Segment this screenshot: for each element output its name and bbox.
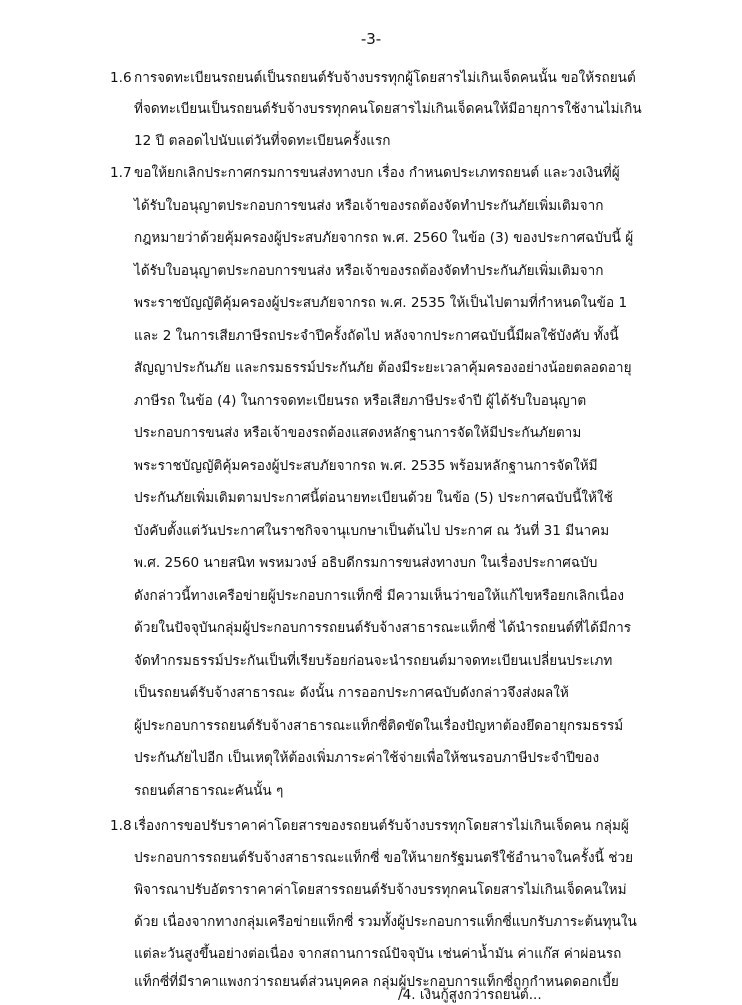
- text-line: ได้รับใบอนุญาตประกอบการขนส่ง หรือเจ้าของรถต้องจัดทำประกันภัยเพิ่มเติมจาก: [134, 198, 604, 214]
- text-line: เรื่องการขอปรับราคาค่าโดยสารของรถยนต์รับจ้างบรรทุกโดยสารไม่เกินเจ็ดคน กลุ่มผู้: [134, 818, 629, 834]
- text-line: และ 2 ในการเสียภาษีรถประจำปีครั้งถัดไป หลังจากประกาศฉบับนี้มีผลใช้บังคับ ทั้งนี้: [134, 328, 619, 344]
- text-line: แท็กซี่ที่มีราคาแพงกว่ารถยนต์ส่วนบุคคล กลุ่มผู้ประกอบการแท็กซี่ถูกกำหนดดอกเบี้ย: [134, 974, 619, 990]
- text-line: ได้รับใบอนุญาตประกอบการขนส่ง หรือเจ้าของรถต้องจัดทำประกันภัยเพิ่มเติมจาก: [134, 263, 604, 279]
- text-line: ขอให้ยกเลิกประกาศกรมการขนส่งทางบก เรื่อง กำหนดประเภทรถยนต์ และวงเงินที่ผู้: [134, 165, 620, 181]
- text-line: ประกันภัยไปอีก เป็นเหตุให้ต้องเพิ่มภาระค่าใช้จ่ายเพื่อให้ชนรอบภาษีประจำปีของ: [134, 750, 600, 766]
- text-line: ภาษีรถ ในข้อ (4) ในการจดทะเบียนรถ หรือเสียภาษีประจำปี ผู้ได้รับใบอนุญาต: [134, 393, 587, 409]
- continuation-note: /4. เงินกู้สูงกว่ารถยนต์...: [398, 987, 542, 1003]
- text-line: ประกอบการขนส่ง หรือเจ้าของรถต้องแสดงหลักฐานการจัดให้มีประกันภัยตาม: [134, 425, 582, 441]
- text-line: พิจารณาปรับอัตราราคาค่าโดยสารรถยนต์รับจ้างบรรทุกคนโดยสารไม่เกินเจ็ดคนใหม่: [134, 882, 627, 898]
- text-line: แต่ละวันสูงขึ้นอย่างต่อเนื่อง จากสถานการณ์ปัจจุบัน เช่นค่าน้ำมัน ค่าแก๊ส ค่าผ่อนรถ: [134, 946, 622, 962]
- text-line: รถยนต์สาธารณะคันนั้น ๆ: [134, 783, 284, 799]
- text-line: ผู้ประกอบการรถยนต์รับจ้างสาธารณะแท็กซี่ติดขัดในเรื่องปัญหาต้องยึดอายุกรมธรรม์: [134, 718, 624, 734]
- text-line: กฎหมายว่าด้วยคุ้มครองผู้ประสบภัยจากรถ พ.ศ. 2560 ในข้อ (3) ของประกาศฉบับนี้ ผู้: [134, 230, 634, 246]
- item-number: 1.8: [110, 818, 132, 834]
- text-line: การจดทะเบียนรถยนต์เป็นรถยนต์รับจ้างบรรทุกผู้โดยสารไม่เกินเจ็ดคนนั้น ขอให้รถยนต์: [134, 70, 636, 86]
- text-line: ดังกล่าวนี้ทางเครือข่ายผู้ประกอบการแท็กซี่ มีความเห็นว่าขอให้แก้ไขหรือยกเลิกเนื่อง: [134, 588, 624, 604]
- text-line: สัญญาประกันภัย และกรมธรรม์ประกันภัย ต้องมีระยะเวลาคุ้มครองอย่างน้อยตลอดอายุ: [134, 360, 632, 376]
- text-line: พระราชบัญญัติคุ้มครองผู้ประสบภัยจากรถ พ.ศ. 2535 ให้เป็นไปตามที่กำหนดในข้อ 1: [134, 295, 628, 311]
- text-line: บังคับตั้งแต่วันประกาศในราชกิจจานุเบกษาเป็นต้นไป ประกาศ ณ วันที่ 31 มีนาคม: [134, 523, 610, 539]
- text-line: ด้วยในปัจจุบันกลุ่มผู้ประกอบการรถยนต์รับจ้างสาธารณะแท็กซี่ ได้นำรถยนต์ที่ได้มีการ: [134, 620, 632, 636]
- text-line: ด้วย เนื่องจากทางกลุ่มเครือข่ายแท็กซี่ รวมทั้งผู้ประกอบการแท็กซี่แบกรับภาระต้นทุนใน: [134, 914, 637, 930]
- item-number: 1.7: [110, 165, 132, 181]
- text-line: เป็นรถยนต์รับจ้างสาธารณะ ดังนั้น การออกประกาศฉบับดังกล่าวจึงส่งผลให้: [134, 685, 569, 701]
- item-number: 1.6: [110, 70, 132, 86]
- text-line: พระราชบัญญัติคุ้มครองผู้ประสบภัยจากรถ พ.ศ. 2535 พร้อมหลักฐานการจัดให้มี: [134, 458, 598, 474]
- text-line: จัดทำกรมธรรม์ประกันเป็นที่เรียบร้อยก่อนจะนำรถยนต์มาจดทะเบียนเปลี่ยนประเภท: [134, 653, 613, 669]
- page-number: -3-: [360, 30, 382, 48]
- text-line: ที่จดทะเบียนเป็นรถยนต์รับจ้างบรรทุกคนโดยสารไม่เกินเจ็ดคนให้มีอายุการใช้งานไม่เกิน: [134, 101, 642, 117]
- text-line: ประกอบการรถยนต์รับจ้างสาธารณะแท็กซี่ ขอให้นายกรัฐมนตรีใช้อำนาจในครั้งนี้ ช่วย: [134, 850, 634, 866]
- text-line: พ.ศ. 2560 นายสนิท พรหมวงษ์ อธิบดีกรมการขนส่งทางบก ในเรื่องประกาศฉบับ: [134, 555, 598, 571]
- text-line: ประกันภัยเพิ่มเติมตามประกาศนี้ต่อนายทะเบียนด้วย ในข้อ (5) ประกาศฉบับนี้ให้ใช้: [134, 490, 613, 506]
- text-line: 12 ปี ตลอดไปนับแต่วันที่จดทะเบียนครั้งแรก: [134, 133, 391, 149]
